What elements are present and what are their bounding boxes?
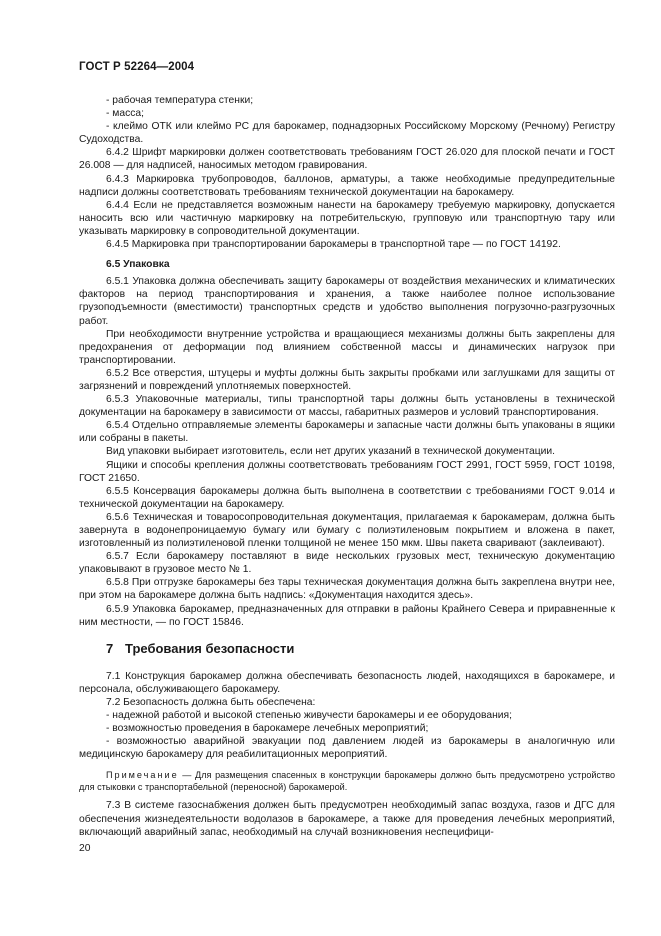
paragraph-6-4-5: 6.4.5 Маркировка при транспортировании барокамеры в транспортной таре — по ГОСТ 14192. <box>106 239 561 251</box>
paragraph-6-5-3: 6.5.3 Упаковочные материалы, типы транспортной тары должны быть установлены в технической документации на барокамеру в зависимости от массы, габаритных размеров и условий транспортирования. <box>79 394 615 419</box>
note <box>79 769 615 793</box>
paragraph-6-5-8: 6.5.8 При отгрузке барокамеры без тары техническая документация должна быть закреплена внутри нее, при этом на барокамере должна быть надпись: «Документация находится здесь». <box>79 577 615 602</box>
page-header: ГОСТ Р 52264—2004 <box>79 61 195 73</box>
list-item: - возможностью проведения в барокамере лечебных мероприятий; <box>106 723 429 735</box>
page-number: 20 <box>79 843 91 854</box>
document-body <box>79 94 615 839</box>
paragraph-6-5-1: 6.5.1 Упаковка должна обеспечивать защиту барокамеры от воздействия механических и климатических факторов на период транспортирования и хранения, а также наиболее полное использование грузоподъемности (вместимости) транспортных средств и удобство выполнения погрузочно-разгрузочных работ. <box>79 276 615 327</box>
subsection-heading-6-5: 6.5 Упаковка <box>106 259 170 271</box>
paragraph-6-5-4: 6.5.4 Отдельно отправляемые элементы барокамеры и запасные части должны быть упакованы в ящики или собраны в пакеты. <box>79 420 615 445</box>
section-number: 7 <box>106 640 114 656</box>
list-item: - рабочая температура стенки; <box>106 95 254 106</box>
section-title: Требования безопасности <box>125 640 295 656</box>
paragraph-6-5-5: 6.5.5 Консервация барокамеры должна быть выполнена в соответствии с требованиями ГОСТ 9.014 и технической документации на барокамеру. <box>79 485 615 510</box>
paragraph-6-4-2: 6.4.2 Шрифт маркировки должен соответствовать требованиям ГОСТ 26.020 для плоской печати и ГОСТ 26.008 — для надписей, наносимых методом гравирования. <box>79 147 615 172</box>
paragraph-6-5-9: 6.5.9 Упаковка барокамер, предназначенных для отправки в районы Крайнего Севера и приравненные к ним местности, — по ГОСТ 15846. <box>79 603 615 628</box>
paragraph-6-4-3: 6.4.3 Маркировка трубопроводов, баллонов, арматуры, а также необходимые предупредительные надписи должны соответствовать требованиям технической документации на барокамеру. <box>79 173 615 198</box>
paragraph: Вид упаковки выбирает изготовитель, если нет других указаний в технической документации. <box>106 446 556 458</box>
paragraph-7-2: 7.2 Безопасность должна быть обеспечена: <box>106 696 316 708</box>
list-item: - масса; <box>106 108 144 120</box>
section-heading-7 <box>106 641 615 657</box>
paragraph-6-4-4: 6.4.4 Если не представляется возможным нанести на барокамеру требуемую маркировку, допускается наносить всю или частичную маркировку на потребительскую, групповую или транспортную тару или указывать маркировку в сопроводительной документации. <box>79 199 615 237</box>
paragraph-6-5-2: 6.5.2 Все отверстия, штуцеры и муфты должны быть закрыты пробками или заглушками для защиты от загрязнений и повреждений уплотняемых поверхностей. <box>79 367 615 392</box>
note-text: — Для размещения спасенных в конструкции барокамеры должно быть предусмотрено устройство для стыковки с транспортабельной (переносной) барокамерой. <box>79 770 616 793</box>
list-item: - клеймо ОТК или клеймо РС для барокамер, поднадзорных Российскому Морскому (Речному) Регистру Судоходства. <box>79 121 615 146</box>
paragraph-7-1: 7.1 Конструкция барокамер должна обеспечивать безопасность людей, находящихся в барокамере, и персонала, обслуживающего барокамеру. <box>79 670 615 695</box>
list-item: - возможностью аварийной эвакуации под давлением людей из барокамеры в аналогичную или медицинскую барокамеру для реабилитационных мероприятий. <box>79 736 615 761</box>
paragraph: При необходимости внутренние устройства и вращающиеся механизмы должны быть закреплены для предохранения от деформации под влиянием собственной массы и динамических нагрузок при транспортировании. <box>79 328 615 366</box>
list-item: - надежной работой и высокой степенью живучести барокамеры и ее оборудования; <box>106 710 512 722</box>
paragraph: Ящики и способы крепления должны соответствовать требованиям ГОСТ 2991, ГОСТ 5959, ГОСТ 10198, ГОСТ 21650. <box>79 459 615 484</box>
paragraph-7-3: 7.3 В системе газоснабжения должен быть предусмотрен необходимый запас воздуха, газов и ДГС для обеспечения жизнедеятельности водолазов в барокамере, а также для проведения лечебных мероприятий, включающий аварийный запас, необходимый на случай возникновения неспецифици- <box>79 800 615 838</box>
paragraph-6-5-7: 6.5.7 Если барокамеру поставляют в виде нескольких грузовых мест, техническую документацию упаковывают в грузовое место № 1. <box>79 551 615 576</box>
paragraph-6-5-6: 6.5.6 Техническая и товаросопроводительная документация, прилагаемая к барокамерам, должна быть завернута в водонепроницаемую бумагу или бумагу с полиэтиленовым покрытием и вложена в пакет, изготовленный из полиэтиленовой пленки толщиной не менее 150 мкм. Швы пакета сваривают (заклеивают). <box>79 511 615 550</box>
note-label: Примечание <box>106 770 179 781</box>
